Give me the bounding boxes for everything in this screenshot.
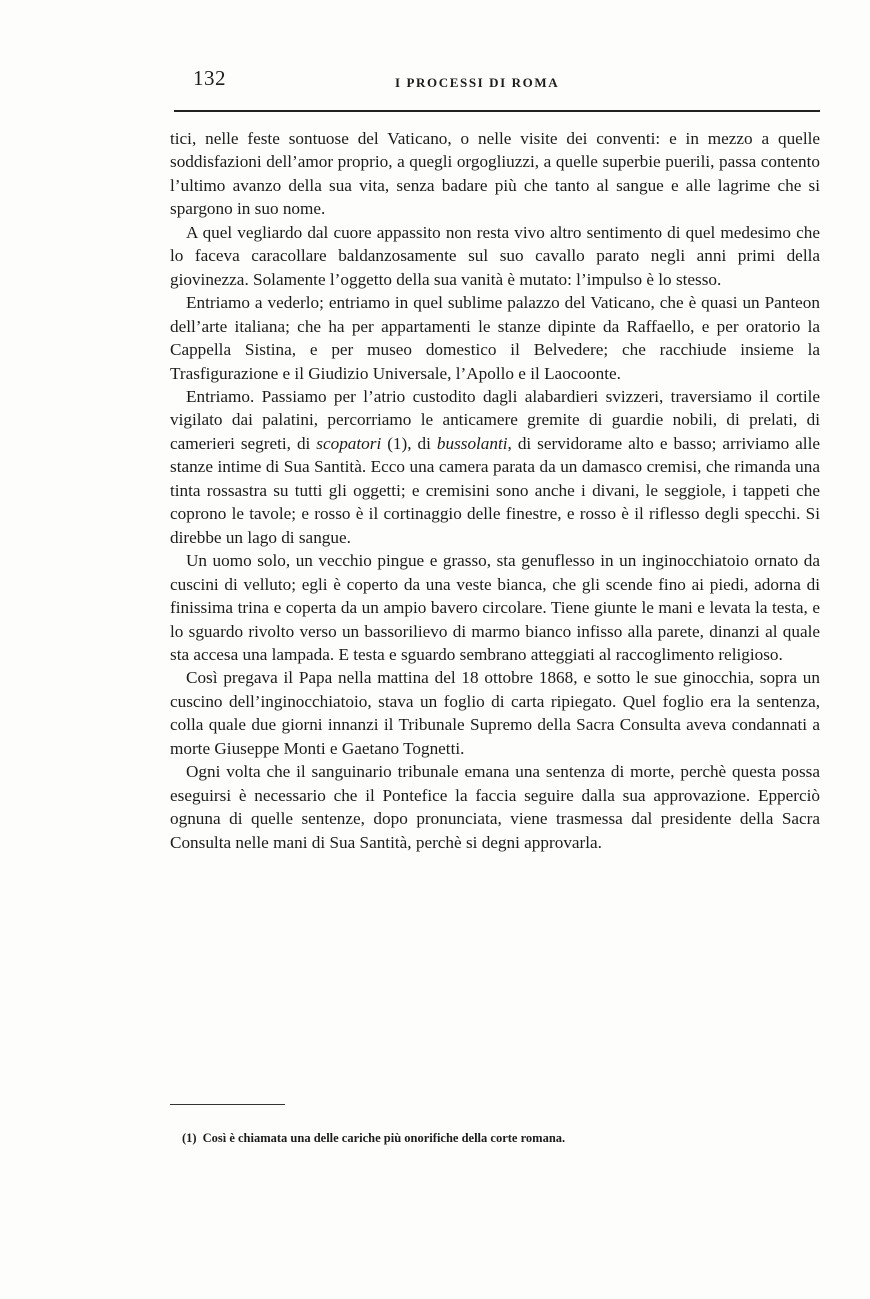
paragraph (170, 385, 820, 549)
paragraph (170, 760, 820, 854)
paragraph-text: Un uomo solo, un vecchio pingue e grasso, sta genuflesso in un inginocchiatoio ornato da cuscini di velluto; egli è coperto da una veste bianca, che gli scende fino ai piedi, adorna di finissima trina e coperta da un ampio bavero circolare. Tiene giunte le mani e levata la testa, e lo sguardo rivolto verso un bassorilievo di marmo bianco infisso alla parete, dinanzi al quale sta accesa una lampada. E testa e sguardo sembrano atteggiati al raccoglimento religioso. (170, 551, 820, 664)
paragraph-text: , di servidorame alto e basso; arriviamo alle stanze intime di Sua Santità. Ecco una camera parata da un damasco cremisi, che rimanda una tinta rossastra su tutti gli oggetti; e cremisini sono anche i divani, le seggiole, i tappeti che coprono le tavole; e rosso è il cortinaggio delle finestre, e rosso è il riflesso degli specchi. Si direbbe un lago di sangue. (170, 433, 820, 547)
paragraph-text: A quel vegliardo dal cuore appassito non resta vivo altro sentimento di quel medesimo che lo faceva caracollare baldanzosamente sul suo cavallo parato negli anni primi della giovinezza. Solamente l’oggetto della sua vanità è mutato: l’impulso è lo stesso. (170, 222, 820, 289)
footnote-mark: (1) (182, 1131, 197, 1145)
paragraph-text: Entriamo. Passiamo per l’atrio custodito dagli alabardieri svizzeri, traversiamo il cortile vigilato dai palatini, percorriamo le anticamere gremite di guardie nobili, di prelati, di camerieri segreti, di (170, 386, 820, 453)
footnote-text: Così è chiamata una delle cariche più onorifiche della corte romana. (202, 1131, 566, 1145)
footnote (182, 1130, 822, 1146)
paragraph (170, 291, 820, 385)
paragraph-text: Entriamo a vederlo; entriamo in quel sublime palazzo del Vaticano, che è quasi un Panteon dell’arte italiana; che ha per appartamenti le stanze dipinte da Raffaello, e per oratorio la Cappella Sistina, e per museo domestico il Belvedere; che racchiude insieme la Trasfigurazione e il Giudizio Universale, l’Apollo e il Laocoonte. (170, 293, 820, 383)
header-rule (174, 110, 820, 112)
paragraph (170, 221, 820, 291)
paragraph-text: (1), di (381, 433, 437, 453)
paragraph (170, 666, 820, 760)
body-text (170, 127, 820, 854)
paragraph-text: Così pregava il Papa nella mattina del 18 ottobre 1868, e sotto le sue ginocchia, sopra un cuscino dell’inginocchiatoio, stava un foglio di carta ripiegato. Quel foglio era la sentenza, colla quale due giorni innanzi il Tribunale Supremo della Sacra Consulta aveva condannati a morte Giuseppe Monti e Gaetano Tognetti. (170, 668, 820, 758)
italic-term: bussolanti (436, 433, 508, 453)
running-title: I PROCESSI DI ROMA (395, 75, 560, 90)
footnote-rule (170, 1104, 285, 1105)
paragraph-text: tici, nelle feste sontuose del Vaticano, o nelle visite dei conventi: e in mezzo a quelle soddisfazioni dell’amor proprio, a quegli orgogliuzzi, a quelle superbie puerili, passa contento l’ultimo avanzo della sua vita, senza badare più che tanto al sangue e alle lagrime che si spargono in suo nome. (170, 129, 820, 219)
paragraph-text: Ogni volta che il sanguinario tribunale emana una sentenza di morte, perchè questa possa eseguirsi è necessario che il Pontefice la faccia seguire dalla sua approvazione. Epperciò ognuna di quelle sentenze, dopo pronunciata, viene trasmessa dal presidente della Sacra Consulta nelle mani di Sua Santità, perchè si degni approvarla. (170, 762, 820, 852)
paragraph (170, 127, 820, 221)
paragraph (170, 549, 820, 666)
italic-term: scopatori (316, 433, 382, 453)
page-number: 132 (193, 66, 226, 90)
